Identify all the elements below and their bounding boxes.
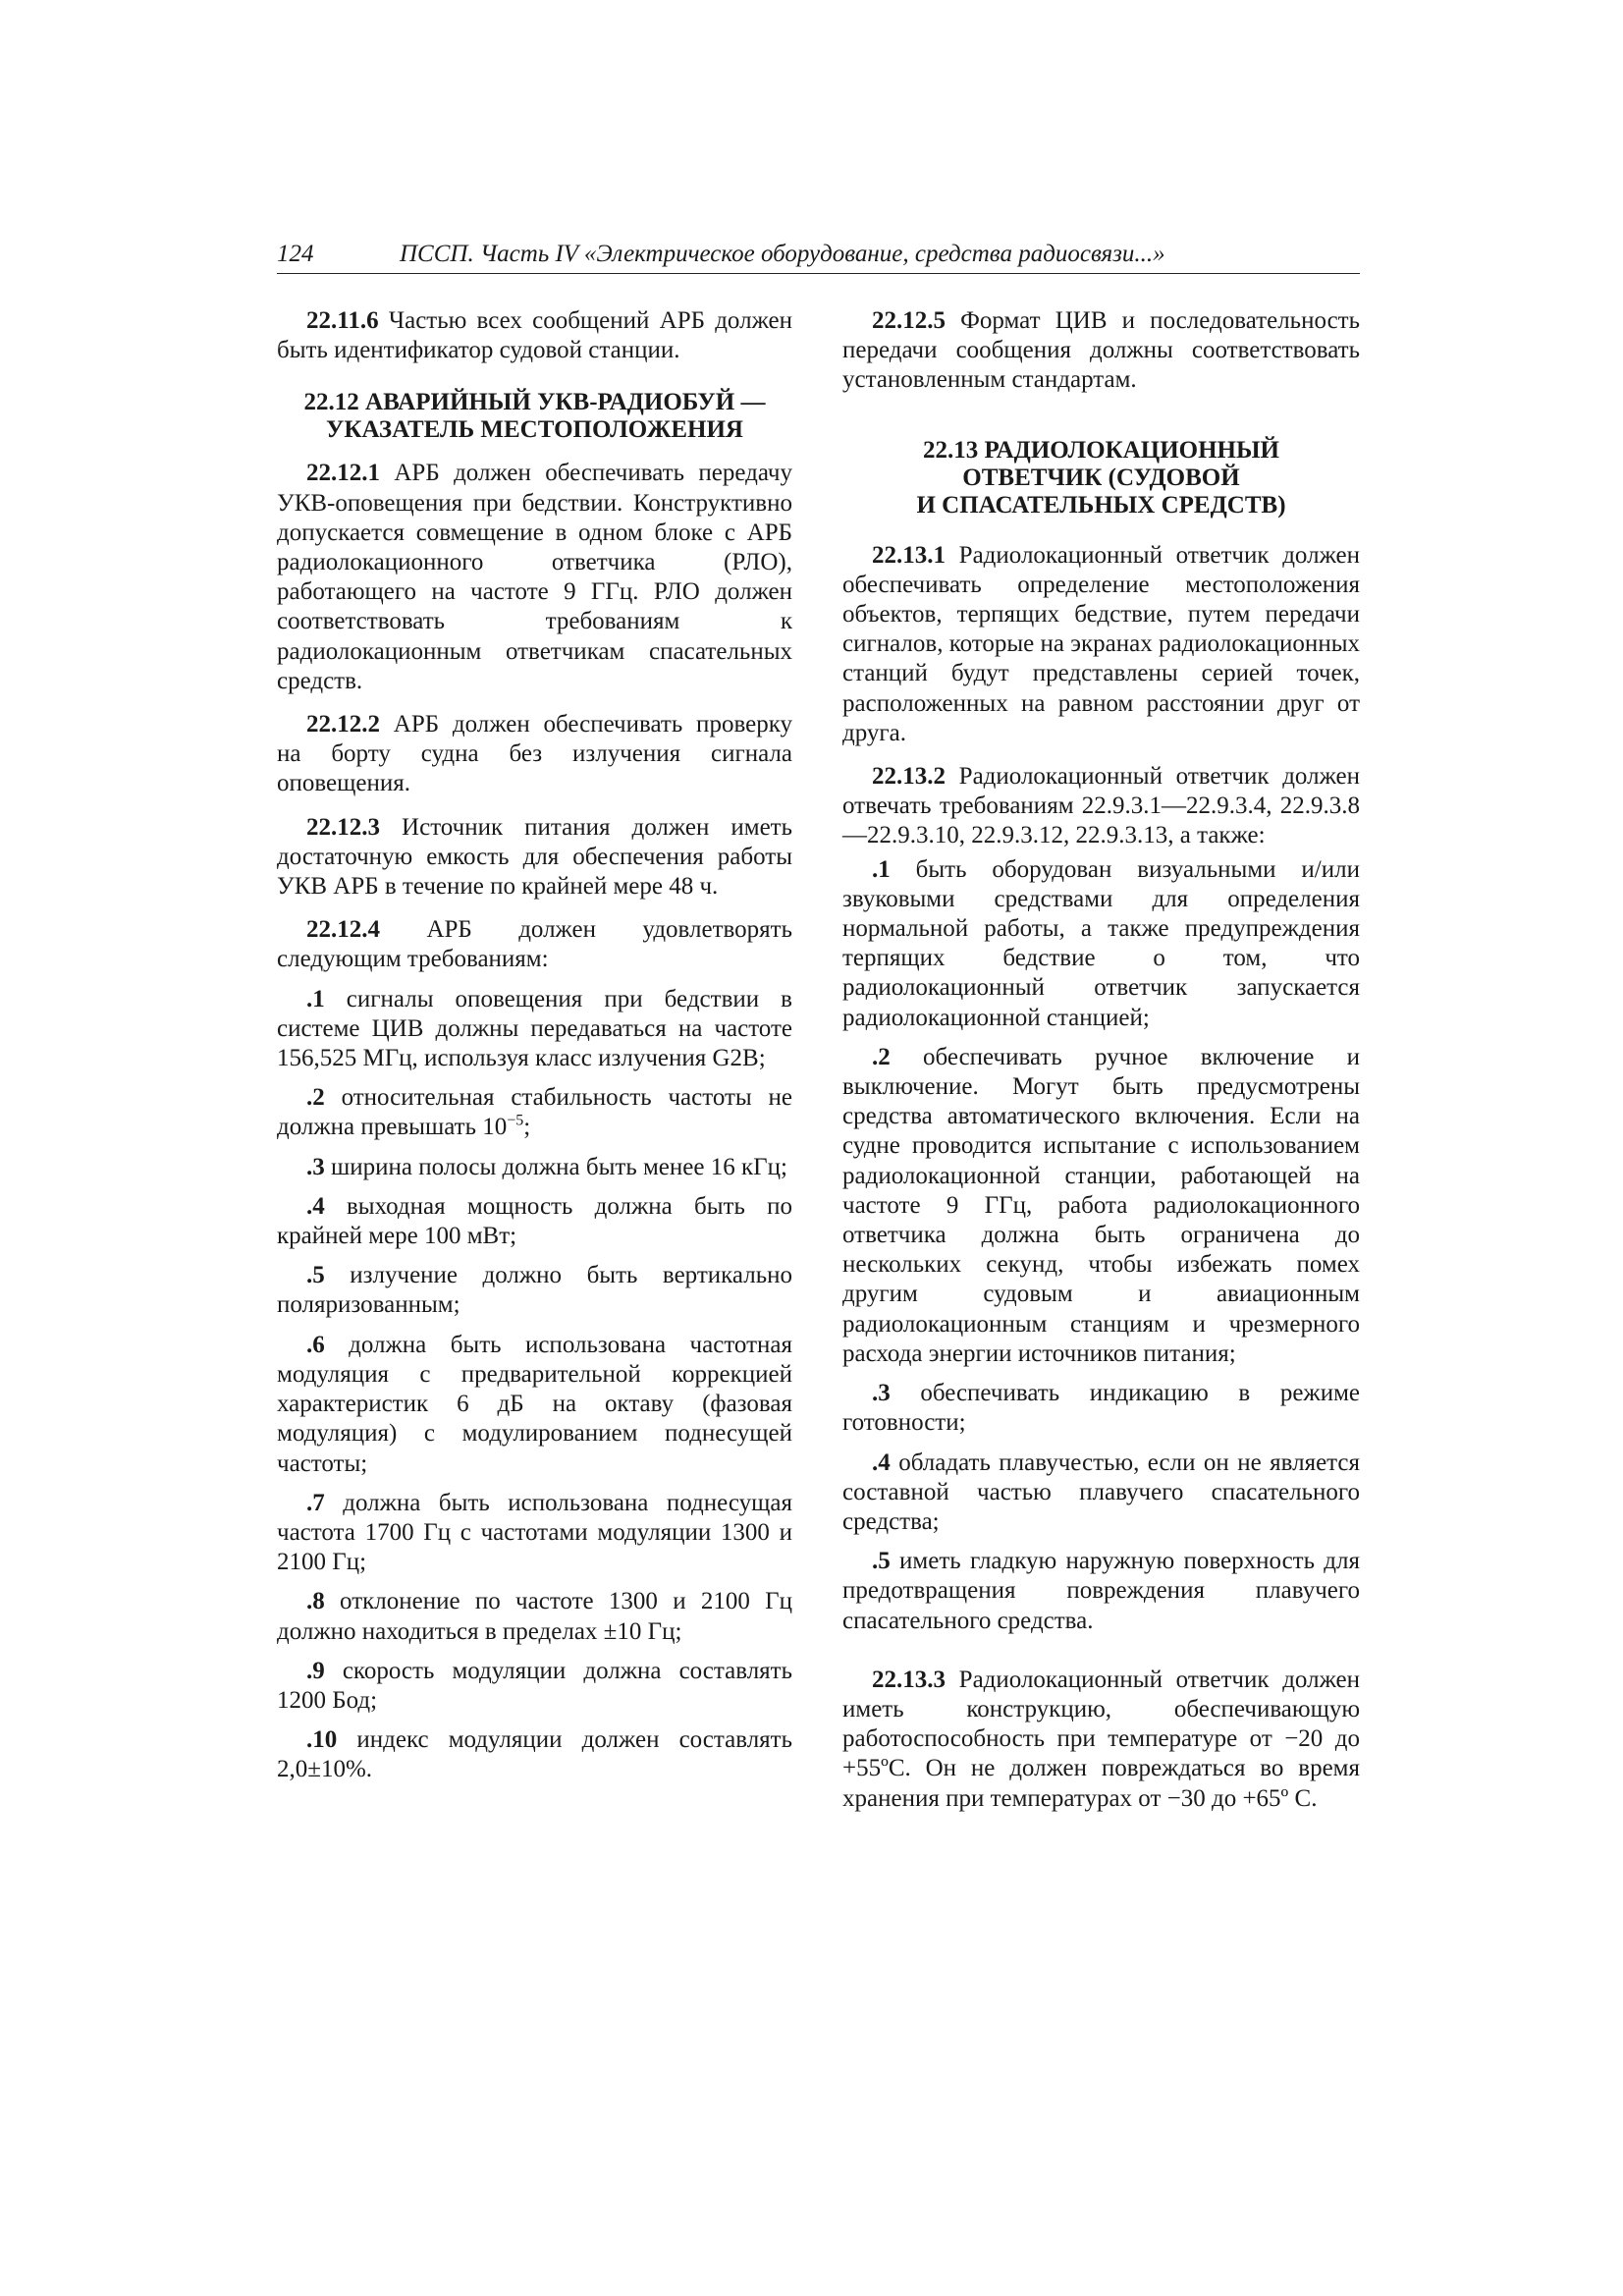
list-item	[277, 1725, 792, 1784]
clause-22-12-5	[842, 306, 1360, 396]
clause-text: Радиолокационный ответчик должен иметь конструкцию, обеспечивающую работоспособность при температуре от −20 до +55ºС. Он не должен повреждаться во время хранения при температурах от −30 до +65º С.	[842, 1666, 1360, 1812]
clause-number: 22.13.2	[872, 763, 946, 791]
item-number: .9	[306, 1657, 325, 1684]
clause-22-12-4	[277, 915, 792, 974]
item-text-tail: ;	[523, 1114, 531, 1141]
clause-text: Радиолокационный ответчик должен отвечать требованиям 22.9.3.1—22.9.3.4, 22.9.3.8—22.9.3.10, 22.9.3.12, 22.9.3.13, а также:	[842, 763, 1360, 849]
item-number: .5	[306, 1262, 325, 1289]
clause-number: 22.12.2	[306, 711, 380, 738]
item-number: .2	[306, 1084, 325, 1112]
item-number: .1	[872, 855, 891, 883]
item-text: иметь гладкую наружную поверхность для предотвращения повреждения плавучего спасательного средства.	[842, 1548, 1360, 1634]
clause-22-11-6	[277, 306, 792, 365]
list-item	[277, 1331, 792, 1479]
clause-22-12-3	[277, 813, 792, 902]
heading-line: 22.13 РАДИОЛОКАЦИОННЫЙ	[923, 436, 1279, 464]
item-text: обеспечивать ручное включение и выключение. Могут быть предусмотрены средства автоматического включения. Если на судне проводится испытание с использованием радиолокационной станции, работающей на частоте 9 ГГц, работа радиолокационного ответчика должна быть ограничена до нескольких секунд, чтобы избежать помех другим судовым и авиационным радиолокационным станциям и чрезмерного расхода энергии источников питания;	[842, 1043, 1360, 1367]
heading-line: И СПАСАТЕЛЬНЫХ СРЕДСТВ)	[916, 491, 1286, 519]
running-title: ПССП. Часть IV «Электрическое оборудование, средства радиосвязи...»	[400, 241, 1165, 267]
item-text: ширина полосы должна быть менее 16 кГц;	[324, 1153, 787, 1180]
item-text: отклонение по частоте 1300 и 2100 Гц должно находиться в пределах ±10 Гц;	[277, 1588, 792, 1645]
running-header	[277, 240, 1360, 274]
list-item	[842, 1043, 1360, 1369]
clause-text: АРБ должен обеспечивать проверку на борту судна без излучения сигнала оповещения.	[277, 711, 792, 797]
item-text: выходная мощность должна быть по крайней мере 100 мВт;	[277, 1192, 792, 1250]
clause-number: 22.12.5	[872, 307, 946, 334]
clause-text: АРБ должен обеспечивать передачу УКВ-оповещения при бедствии. Конструктивно допускается совмещение в одном блоке с АРБ радиолокационного ответчика (РЛО), работающего на частоте 9 ГГц. РЛО должен соответствовать требованиям к радиолокационным ответчикам спасательных средств.	[277, 460, 792, 694]
item-text: скорость модуляции должна составлять 1200 Бод;	[277, 1657, 792, 1714]
item-text: обладать плавучестью, если он не является составной частью плавучего спасательного средства;	[842, 1449, 1360, 1535]
list-item	[842, 1547, 1360, 1636]
list-item	[277, 985, 792, 1074]
list-item	[277, 1153, 792, 1182]
item-number: .1	[306, 985, 325, 1012]
list-item	[842, 1379, 1360, 1438]
list-item	[277, 1489, 792, 1578]
item-number: .8	[306, 1588, 325, 1615]
item-text: относительная стабильность частоты не должна превышать 10	[277, 1084, 792, 1141]
clause-text: АРБ должен удовлетворять следующим требованиям:	[277, 916, 792, 973]
clause-number: 22.11.6	[306, 307, 379, 334]
heading-line: 22.12 АВАРИЙНЫЙ УКВ-РАДИОБУЙ —	[303, 389, 766, 416]
item-number: .3	[872, 1380, 891, 1407]
section-heading-22-12	[277, 389, 792, 444]
clause-text: Частью всех сообщений АРБ должен быть идентификатор судовой станции.	[277, 307, 792, 364]
item-number: .4	[306, 1192, 325, 1220]
page-number: 124	[277, 241, 314, 267]
item-text: сигналы оповещения при бедствии в системе ЦИВ должны передаваться на частоте 156,525 МГц, используя класс излучения G2B;	[277, 985, 792, 1072]
clause-text: Формат ЦИВ и последовательность передачи сообщения должны соответствовать установленным стандартам.	[842, 307, 1360, 394]
item-text: должна быть использована частотная модуляция с предварительной коррекцией характеристик 6 дБ на октаву (фазовая модуляция) с модулированием поднесущей частоты;	[277, 1331, 792, 1477]
item-number: .6	[306, 1331, 325, 1358]
clause-number: 22.13.1	[872, 541, 946, 569]
item-number: .7	[306, 1489, 325, 1516]
list-item	[277, 1192, 792, 1251]
item-text: излучение должно быть вертикально поляризованным;	[277, 1262, 792, 1319]
item-text: индекс модуляции должен составлять 2,0±10%.	[277, 1726, 792, 1783]
item-text: обеспечивать индикацию в режиме готовности;	[842, 1380, 1360, 1437]
list-item	[277, 1587, 792, 1646]
right-column	[842, 306, 1360, 1828]
clause-22-13-3	[842, 1666, 1360, 1814]
item-text: должна быть использована поднесущая частота 1700 Гц с частотами модуляции 1300 и 2100 Гц;	[277, 1489, 792, 1576]
item-text: быть оборудован визуальными и/или звуковыми средствами для определения нормальной работы, а также предупреждения терпящих бедствие о том, что радиолокационный ответчик запускается радиолокационной станцией;	[842, 855, 1360, 1031]
item-number: .5	[872, 1548, 891, 1575]
section-heading-22-13	[842, 437, 1360, 519]
item-number: .10	[306, 1726, 338, 1754]
clause-number: 22.13.3	[872, 1666, 946, 1693]
list-item	[842, 1449, 1360, 1538]
list-item	[842, 855, 1360, 1033]
item-number: .2	[872, 1043, 891, 1070]
heading-line: ОТВЕТЧИК (СУДОВОЙ	[962, 464, 1240, 491]
list-item	[277, 1261, 792, 1320]
clause-22-13-2	[842, 762, 1360, 851]
item-superscript: −5	[507, 1113, 524, 1130]
list-item	[277, 1657, 792, 1716]
item-number: .4	[872, 1449, 891, 1476]
clause-number: 22.12.1	[306, 460, 380, 487]
clause-number: 22.12.4	[306, 916, 380, 944]
clause-22-12-2	[277, 710, 792, 799]
clause-text: Радиолокационный ответчик должен обеспечивать определение местоположения объектов, терпящих бедствие, путем передачи сигналов, которые на экранах радиолокационных станций будут представлены серией точек, расположенных на равном расстоянии друг от друга.	[842, 541, 1360, 746]
list-item	[277, 1083, 792, 1142]
left-column	[277, 306, 792, 1795]
item-number: .3	[306, 1153, 325, 1180]
clause-text: Источник питания должен иметь достаточную емкость для обеспечения работы УКВ АРБ в течение по крайней мере 48 ч.	[277, 813, 792, 901]
clause-22-13-1	[842, 541, 1360, 748]
clause-22-12-1	[277, 459, 792, 696]
heading-line: УКАЗАТЕЛЬ МЕСТОПОЛОЖЕНИЯ	[326, 416, 743, 444]
clause-number: 22.12.3	[306, 813, 380, 841]
